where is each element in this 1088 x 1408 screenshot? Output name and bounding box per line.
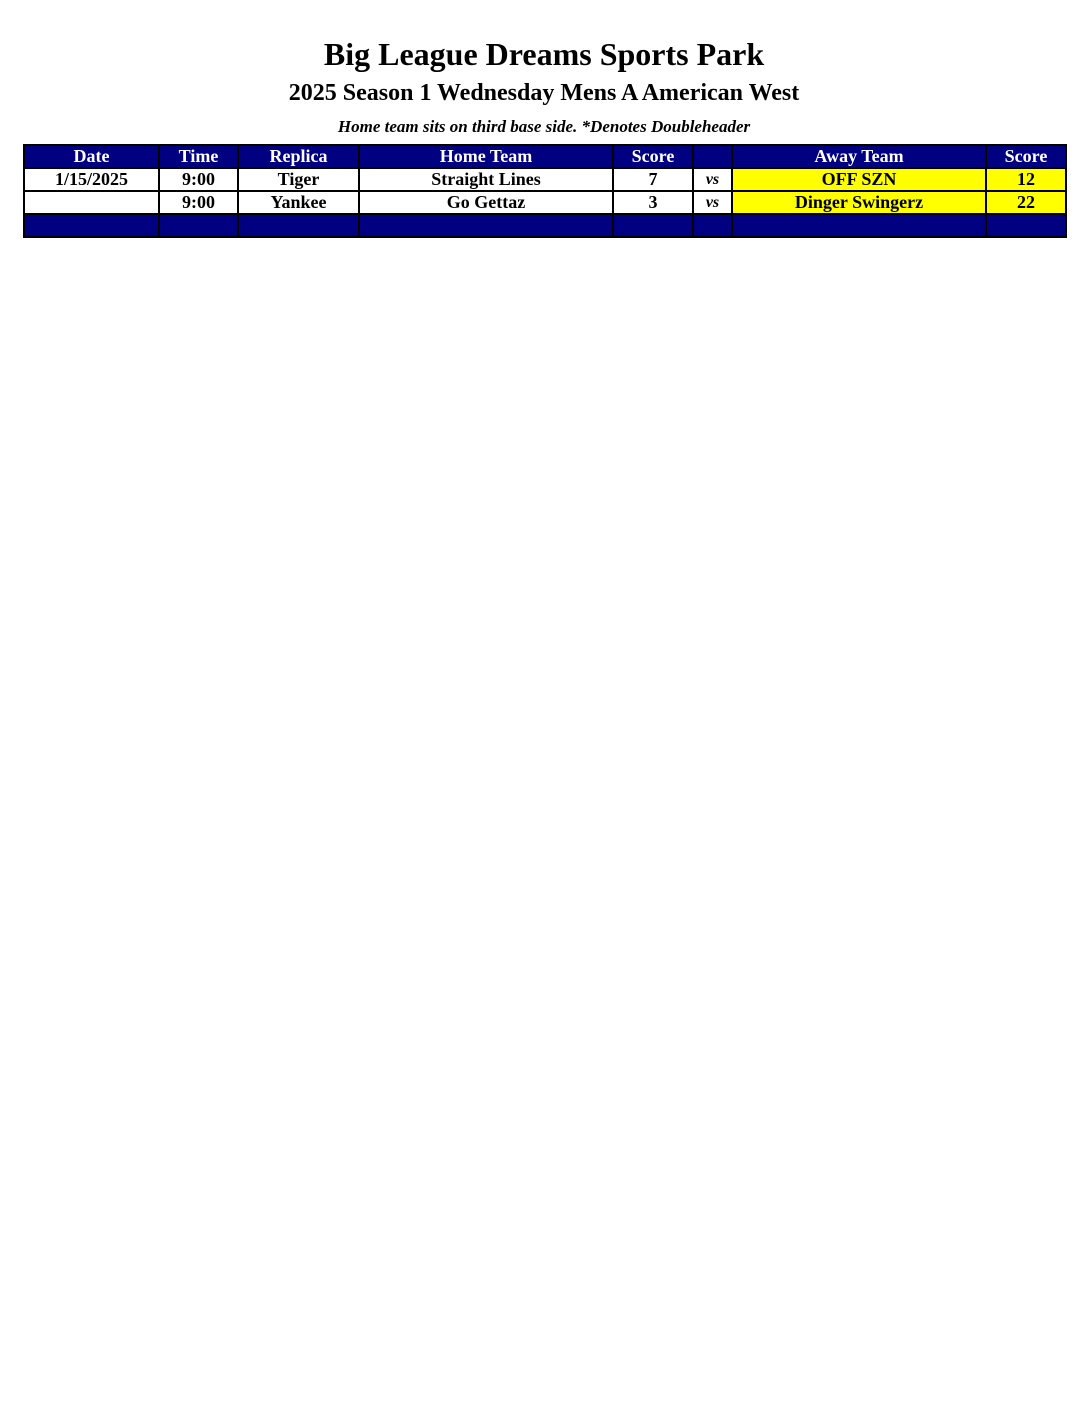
cell-away-score: 12 xyxy=(986,168,1066,191)
cell-away-score: 22 xyxy=(986,191,1066,214)
column-header-away-score: Score xyxy=(986,145,1066,168)
column-header-vs xyxy=(693,145,732,168)
cell-time: 9:00 xyxy=(159,191,238,214)
cell-away-team: Dinger Swingerz xyxy=(732,191,986,214)
schedule-table xyxy=(23,144,1067,238)
footer-cell xyxy=(359,214,613,237)
table-header-row xyxy=(24,145,1066,168)
column-header-away-team: Away Team xyxy=(732,145,986,168)
cell-home-team: Straight Lines xyxy=(359,168,613,191)
footer-cell xyxy=(24,214,159,237)
footer-cell xyxy=(693,214,732,237)
cell-home-score: 7 xyxy=(613,168,693,191)
table-row xyxy=(24,191,1066,214)
cell-vs: vs xyxy=(693,191,732,214)
page-subtitle: 2025 Season 1 Wednesday Mens A American West xyxy=(288,80,800,106)
cell-replica: Tiger xyxy=(238,168,359,191)
footer-cell xyxy=(732,214,986,237)
cell-away-team: OFF SZN xyxy=(732,168,986,191)
footer-cell xyxy=(238,214,359,237)
cell-home-team: Go Gettaz xyxy=(359,191,613,214)
cell-vs: vs xyxy=(693,168,732,191)
column-header-replica: Replica xyxy=(238,145,359,168)
footer-cell xyxy=(986,214,1066,237)
cell-date: 1/15/2025 xyxy=(24,168,159,191)
cell-date xyxy=(24,191,159,214)
footer-cell xyxy=(613,214,693,237)
page-title: Big League Dreams Sports Park xyxy=(323,36,765,72)
footer-cell xyxy=(159,214,238,237)
column-header-date: Date xyxy=(24,145,159,168)
cell-home-score: 3 xyxy=(613,191,693,214)
cell-replica: Yankee xyxy=(238,191,359,214)
schedule-note: Home team sits on third base side. *Denotes Doubleheader xyxy=(337,117,751,136)
column-header-home-team: Home Team xyxy=(359,145,613,168)
column-header-home-score: Score xyxy=(613,145,693,168)
table-row xyxy=(24,168,1066,191)
cell-time: 9:00 xyxy=(159,168,238,191)
column-header-time: Time xyxy=(159,145,238,168)
table-footer-row xyxy=(24,214,1066,237)
